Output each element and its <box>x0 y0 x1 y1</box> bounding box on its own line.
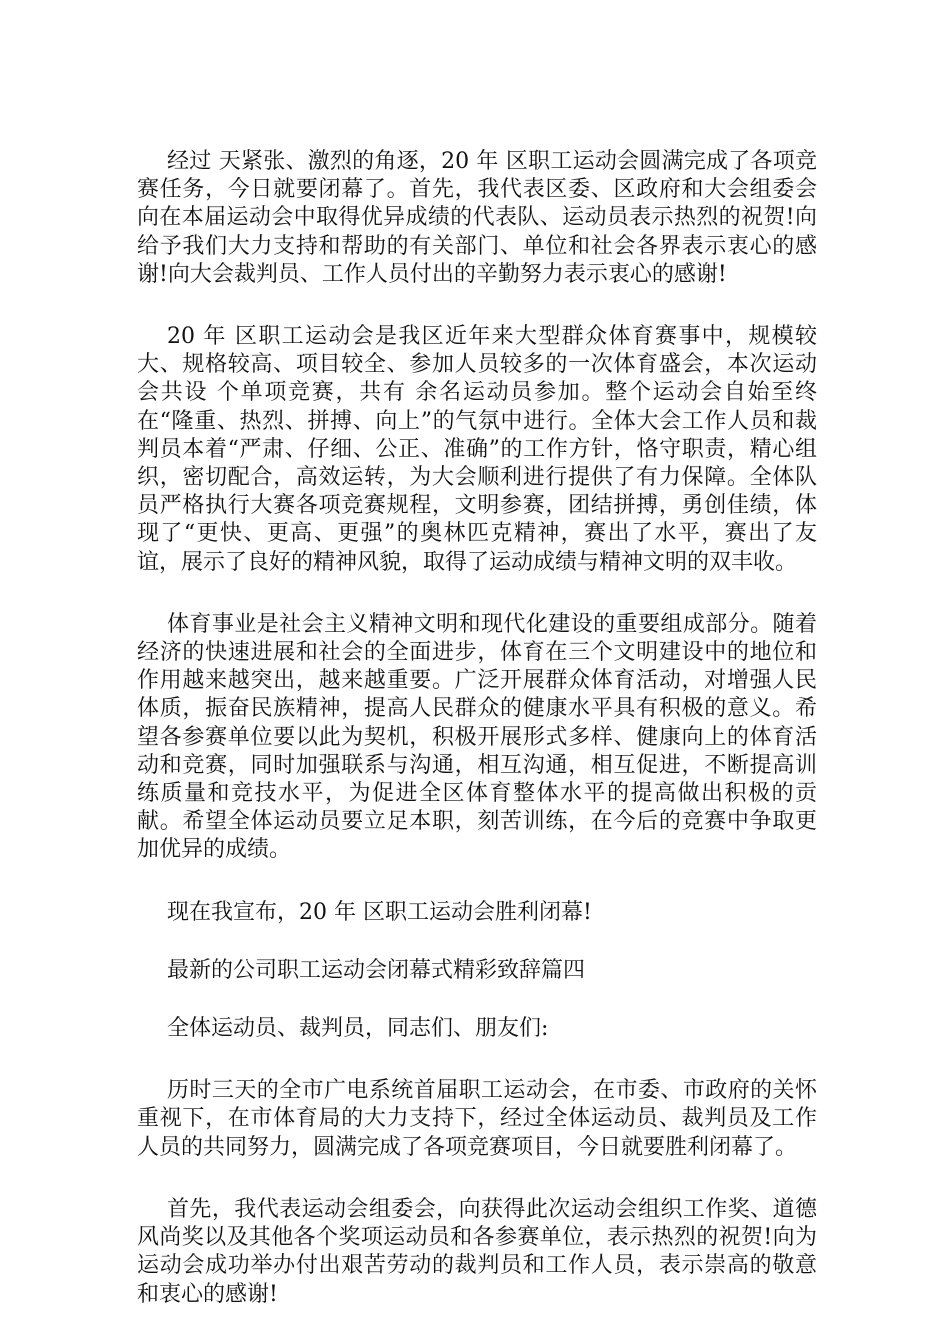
paragraph-salutation: 全体运动员、裁判员，同志们、朋友们: <box>167 1016 549 1042</box>
document-body <box>137 148 817 1343</box>
paragraph-sports-importance: 体育事业是社会主义精神文明和现代化建设的重要组成部分。随着经济的快速进展和社会的全面进步，体育在三个文明建设中的地位和作用越来越突出，越来越重要。广泛开展群众体育活动，对增强人民体质，振奋民族精神，提高人民群众的健康水平具有积极的意义。希望各参赛单位要以此为契机，积极开展形式多样、健康向上的体育活动和竞赛，同时加强联系与沟通，相互沟通，相互促进，不断提高训练质量和竞技水平，为促进全区体育整体水平的提高做出积极的贡献。希望全体运动员要立足本职，刻苦训练，在今后的竞赛中争取更加优异的成绩。 <box>137 611 817 863</box>
paragraph-games-summary: 20 年 区职工运动会是我区近年来大型群众体育赛事中，规模较大、规格较高、项目较全、参加人员较多的一次体育盛会，本次运动会共设 个单项竞赛，共有 余名运动员参加。整个运动会自始至终在“隆重、热烈、拼搏、向上”的气氛中进行。全体大会工作人员和裁判员本着“严肃、仔细、公正、准确”的工作方针，恪守职责，精心组织，密切配合，高效运转，为大会顺利进行提供了有力保障。全体队员严格执行大赛各项竞赛规程，文明参赛，团结拼搏，勇创佳绩，体现了“更快、更高、更强”的奥林匹克精神，赛出了水平，赛出了友谊，展示了良好的精神风貌，取得了运动成绩与精神文明的双丰收。 <box>137 324 817 575</box>
paragraph-closing-declaration: 现在我宣布，20 年 区职工运动会胜利闭幕! <box>167 899 592 925</box>
paragraph-opening-thanks: 经过 天紧张、激烈的角逐，20 年 区职工运动会圆满完成了各项竞赛任务，今日就要闭幕了。首先，我代表区委、区政府和大会组委会向在本届运动会中取得优异成绩的代表队、运动员表示热烈的祝贺!向给予我们大力支持和帮助的有关部门、单位和社会各界表示衷心的感谢!向大会裁判员、工作人员付出的辛勤努力表示衷心的感谢! <box>137 149 817 287</box>
paragraph-congratulations: 首先，我代表运动会组委会，向获得此次运动会组织工作奖、道德风尚奖以及其他各个奖项运动员和各参赛单位，表示热烈的祝贺!向为运动会成功举办付出艰苦劳动的裁判员和工作人员，表示崇高的敬意和衷心的感谢! <box>137 1196 817 1307</box>
section-heading-part-four: 最新的公司职工运动会闭幕式精彩致辞篇四 <box>167 957 586 983</box>
paragraph-three-day-event: 历时三天的全市广电系统首届职工运动会，在市委、市政府的关怀重视下，在市体育局的大力支持下，经过全体运动员、裁判员及工作人员的共同努力，圆满完成了各项竞赛项目，今日就要胜利闭幕了。 <box>137 1078 817 1160</box>
